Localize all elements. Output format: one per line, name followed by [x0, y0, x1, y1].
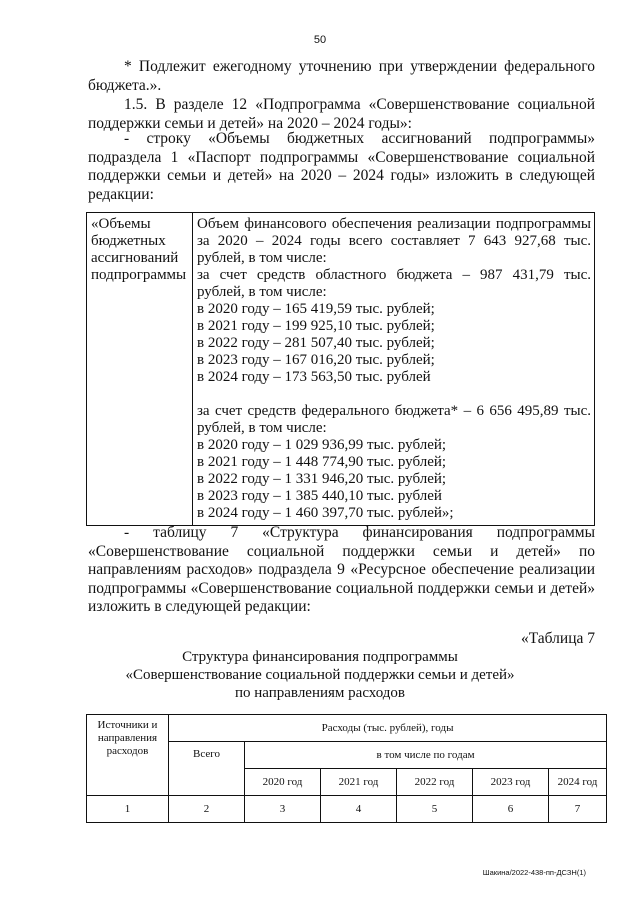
header-expenses: Расходы (тыс. рублей), годы	[169, 715, 607, 742]
table-title-line: Структура финансирования подпрограммы	[182, 649, 458, 665]
header-year: 2021 год	[321, 769, 397, 796]
section-paragraph	[88, 96, 595, 133]
page-number: 50	[313, 34, 327, 46]
passport-left-line: бюджетных	[91, 233, 166, 249]
table-item-rest: «Совершенствование социальной поддержки семьи и детей» по направлениям расходов» подраздела 9 «Ресурсное обеспечение реализации подпрограммы «Совершенствование социальной поддержки семьи и детей» изложить в следующей редакции:	[88, 542, 595, 615]
column-number: 5	[397, 796, 473, 823]
structure-table	[86, 714, 607, 823]
federal-year-line: в 2023 году – 1 385 440,10 тыс. рублей	[197, 488, 442, 504]
federal-year-line: в 2022 году – 1 331 946,20 тыс. рублей;	[197, 471, 447, 487]
passport-left-line: «Объемы	[91, 216, 151, 232]
table-title-line: «Совершенствование социальной поддержки семьи и детей»	[125, 667, 515, 683]
federal-year-line: в 2020 году – 1 029 936,99 тыс. рублей;	[197, 437, 447, 453]
regional-year-line: в 2020 году – 165 419,59 тыс. рублей;	[197, 301, 435, 317]
header-by-years: в том числе по годам	[245, 742, 607, 769]
header-year: 2022 год	[397, 769, 473, 796]
federal-intro: за счет средств федерального бюджета* – 6 656 495,89 тыс. рублей, в том числе:	[197, 403, 591, 436]
header-year: 2023 год	[473, 769, 549, 796]
document-footer: Шакина/2022-438-пп-ДСЗН(1)	[482, 868, 586, 877]
table-item-paragraph	[88, 524, 595, 617]
passport-left-line: ассигнований	[91, 250, 179, 266]
header-year: 2024 год	[549, 769, 607, 796]
header-source: Источники и направления расходов	[87, 715, 169, 796]
line-item-text: - строку «Объемы бюджетных ассигнований подпрограммы» подраздела 1 «Паспорт подпрограммы «Совершенствование социальной поддержки семьи и детей» на 2020 – 2024 годы» изложить в следующей редакции:	[88, 130, 595, 203]
passport-left-line: подпрограммы	[91, 267, 187, 283]
line-item-paragraph	[88, 130, 595, 204]
passport-right-cell	[193, 213, 595, 526]
table-title	[0, 648, 640, 702]
column-number: 6	[473, 796, 549, 823]
footnote-text: * Подлежит ежегодному уточнению при утверждении федерального бюджета.».	[88, 58, 595, 94]
regional-year-line: в 2022 году – 281 507,40 тыс. рублей;	[197, 335, 435, 351]
section-text: 1.5. В разделе 12 «Подпрограмма «Совершенствование социальной поддержки семьи и детей» на 2020 – 2024 годы»:	[88, 96, 595, 132]
table-label: «Таблица 7	[520, 630, 595, 647]
passport-left-cell	[87, 213, 193, 526]
passport-intro: Объем финансового обеспечения реализации подпрограммы за 2020 – 2024 годы всего составляет 7 643 927,68 тыс. рублей, в том числе:	[197, 216, 591, 266]
header-total: Всего	[169, 742, 245, 796]
footnote-paragraph	[88, 58, 595, 95]
table-item-first-line: - таблицу 7 «Структура финансирования подпрограммы	[124, 524, 595, 541]
column-number: 1	[87, 796, 169, 823]
header-year: 2020 год	[245, 769, 321, 796]
federal-year-line: в 2021 году – 1 448 774,90 тыс. рублей;	[197, 454, 447, 470]
passport-table	[86, 212, 595, 526]
federal-year-line: в 2024 году – 1 460 397,70 тыс. рублей»;	[197, 505, 454, 521]
column-number: 3	[245, 796, 321, 823]
spacer	[197, 386, 591, 403]
regional-year-line: в 2021 году – 199 925,10 тыс. рублей;	[197, 318, 435, 334]
regional-intro: за счет средств областного бюджета – 987 431,79 тыс. рублей, в том числе:	[197, 267, 591, 300]
table-title-line: по направлениям расходов	[234, 685, 405, 701]
column-number: 7	[549, 796, 607, 823]
column-number: 2	[169, 796, 245, 823]
regional-year-line: в 2024 году – 173 563,50 тыс. рублей	[197, 369, 431, 385]
regional-year-line: в 2023 году – 167 016,20 тыс. рублей;	[197, 352, 435, 368]
column-number: 4	[321, 796, 397, 823]
